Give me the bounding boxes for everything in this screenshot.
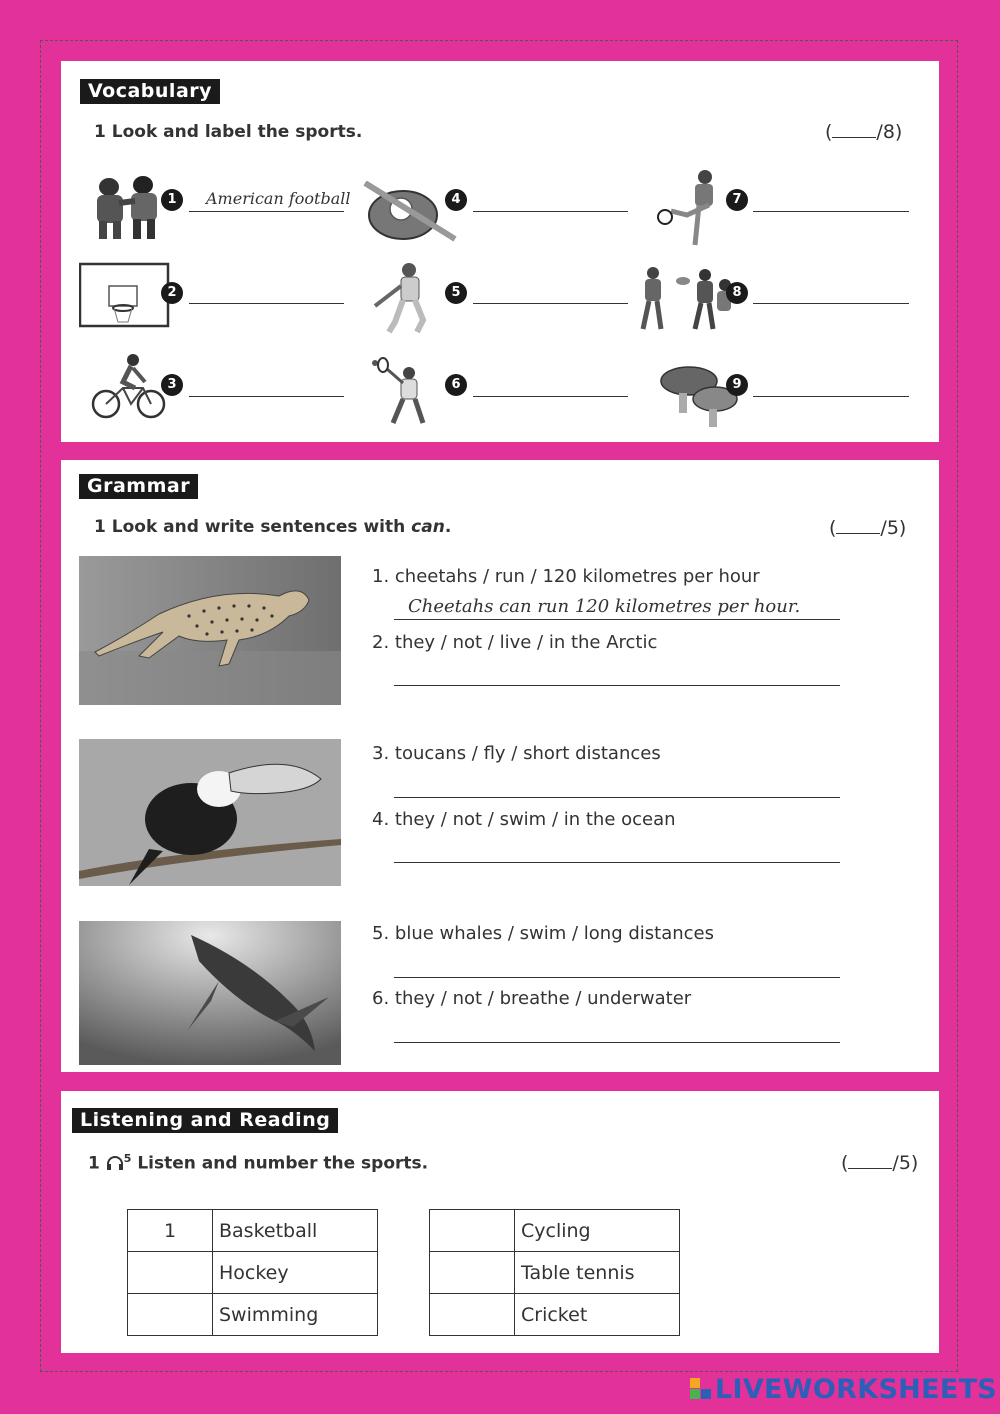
- listening-score: ( /5): [841, 1152, 919, 1174]
- sport-cell: Basketball: [213, 1210, 378, 1252]
- score-blank[interactable]: [832, 121, 876, 138]
- item-number-6: 6: [445, 374, 467, 396]
- grammar-title: Grammar: [79, 474, 198, 499]
- vocabulary-score: ( /8): [825, 121, 903, 143]
- answer-line-1[interactable]: [189, 211, 344, 212]
- sport-cell: Hockey: [213, 1252, 378, 1294]
- cricket-batsman-icon: [371, 262, 441, 336]
- sentence-line-5[interactable]: [394, 977, 840, 978]
- number-cell[interactable]: [128, 1252, 213, 1294]
- item-number-7: 7: [726, 189, 748, 211]
- prompt-1: 1. cheetahs / run / 120 kilometres per hour: [372, 566, 760, 587]
- table-row: [430, 1294, 680, 1336]
- item-number-9: 9: [726, 374, 748, 396]
- rugby-players-icon: [639, 263, 734, 333]
- table-row: [128, 1210, 378, 1252]
- answer-text-1: Cheetahs can run 120 kilometres per hour.: [408, 596, 801, 617]
- answer-line-5[interactable]: [473, 303, 628, 304]
- sport-cell: Cricket: [515, 1294, 680, 1336]
- answer-line-6[interactable]: [473, 396, 628, 397]
- baseball-glove-icon: [363, 181, 458, 243]
- grammar-panel: [61, 460, 939, 1072]
- number-cell[interactable]: [430, 1294, 515, 1336]
- table-row: [430, 1210, 680, 1252]
- prompt-6: 6. they / not / breathe / underwater: [372, 988, 692, 1009]
- cyclist-icon: [91, 352, 166, 424]
- vocabulary-panel: [61, 61, 939, 442]
- answer-line-3[interactable]: [189, 396, 344, 397]
- item-number-8: 8: [726, 282, 748, 304]
- number-cell[interactable]: [430, 1252, 515, 1294]
- answer-line-8[interactable]: [753, 303, 909, 304]
- score-blank[interactable]: [836, 517, 880, 534]
- item-number-2: 2: [161, 282, 183, 304]
- prompt-4: 4. they / not / swim / in the ocean: [372, 809, 676, 830]
- grammar-instruction: 1 Look and write sentences with can.: [94, 517, 452, 537]
- item-number-1: 1: [161, 189, 183, 211]
- basketball-hoop-icon: [79, 262, 171, 330]
- sentence-line-3[interactable]: [394, 797, 840, 798]
- number-cell[interactable]: 1: [128, 1210, 213, 1252]
- toucan-photo-icon: [79, 739, 341, 886]
- sentence-line-4[interactable]: [394, 862, 840, 863]
- sentence-line-6[interactable]: [394, 1042, 840, 1043]
- item-number-4: 4: [445, 189, 467, 211]
- whale-photo-icon: [79, 921, 341, 1065]
- item-number-5: 5: [445, 282, 467, 304]
- answer-text-1: American football: [206, 189, 351, 208]
- sentence-line-1[interactable]: [394, 619, 840, 620]
- liveworksheets-logo[interactable]: LIVEWORKSHEETS: [690, 1374, 997, 1405]
- american-football-players-icon: [79, 169, 174, 241]
- table-tennis-paddles-icon: [659, 363, 741, 429]
- sport-cell: Table tennis: [515, 1252, 680, 1294]
- number-cell[interactable]: [430, 1210, 515, 1252]
- listening-title: Listening and Reading: [72, 1108, 338, 1133]
- grammar-score: ( /5): [829, 517, 907, 539]
- listening-instruction: 1 $^5$ Listen and number the sports.: [88, 1152, 429, 1174]
- sport-cell: Cycling: [515, 1210, 680, 1252]
- item-number-3: 3: [161, 374, 183, 396]
- table-row: [430, 1252, 680, 1294]
- vocabulary-instruction: 1 Look and label the sports.: [94, 122, 363, 142]
- tennis-player-icon: [369, 357, 439, 427]
- prompt-5: 5. blue whales / swim / long distances: [372, 923, 715, 944]
- sports-table-right: [429, 1209, 680, 1336]
- answer-line-2[interactable]: [189, 303, 344, 304]
- vocabulary-title: Vocabulary: [80, 79, 220, 104]
- sports-table-left: [127, 1209, 378, 1336]
- sentence-line-2[interactable]: [394, 685, 840, 686]
- liveworksheets-logo-icon: [690, 1376, 712, 1398]
- answer-line-7[interactable]: [753, 211, 909, 212]
- answer-line-4[interactable]: [473, 211, 628, 212]
- cheetah-photo-icon: [79, 556, 341, 705]
- prompt-3: 3. toucans / fly / short distances: [372, 743, 661, 764]
- sport-cell: Swimming: [213, 1294, 378, 1336]
- number-cell[interactable]: [128, 1294, 213, 1336]
- score-blank[interactable]: [848, 1152, 892, 1169]
- table-row: [128, 1294, 378, 1336]
- headphones-icon: [106, 1155, 124, 1171]
- answer-line-9[interactable]: [753, 396, 909, 397]
- football-player-icon: [657, 167, 727, 247]
- table-row: [128, 1252, 378, 1294]
- listening-panel: [61, 1091, 939, 1353]
- prompt-2: 2. they / not / live / in the Arctic: [372, 632, 658, 653]
